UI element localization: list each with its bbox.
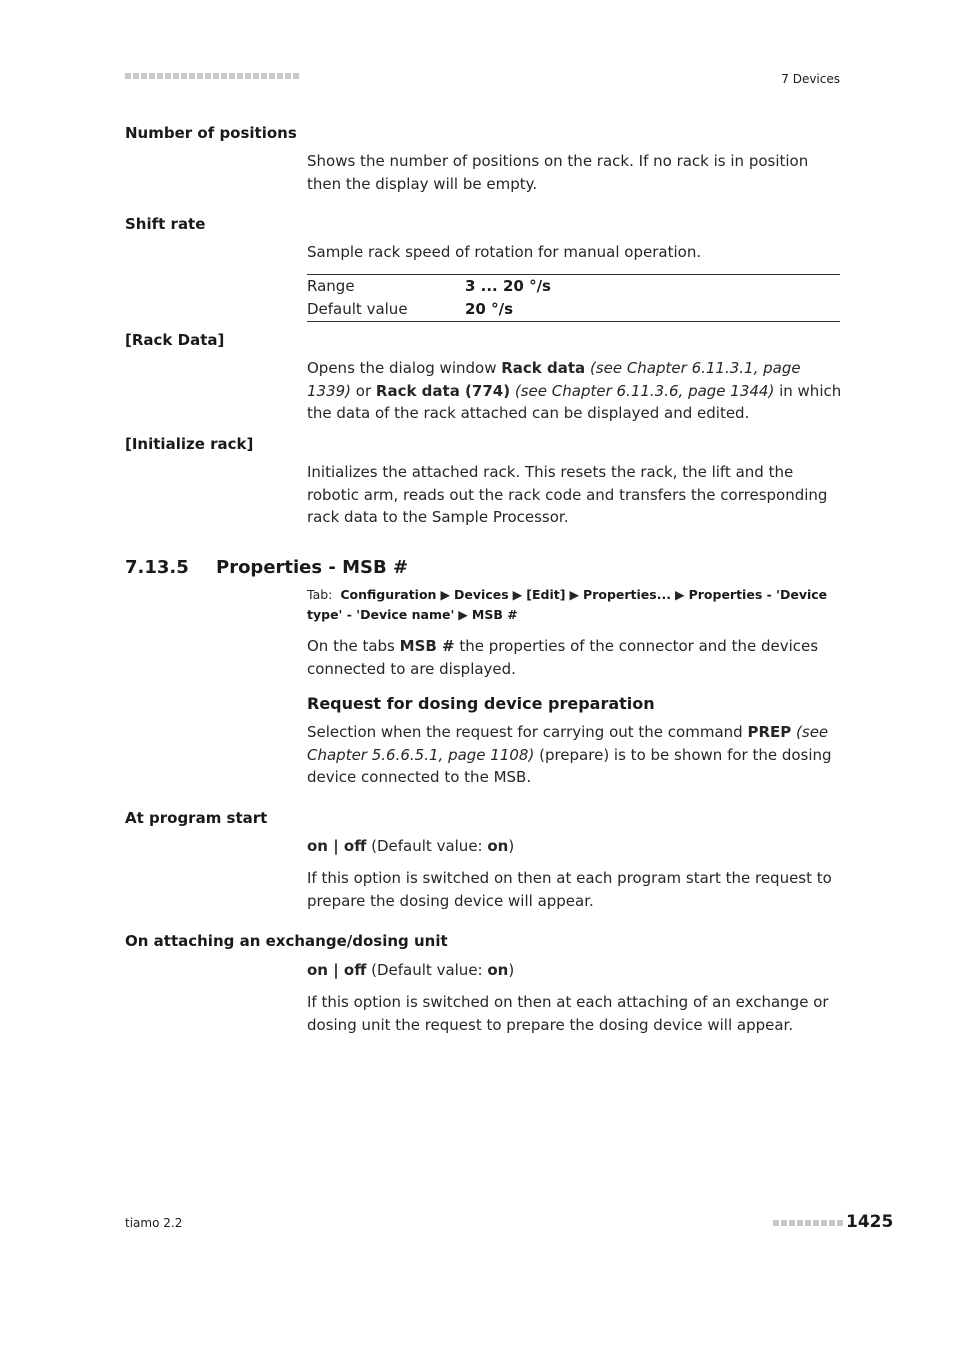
on-off-options: on | off [307,961,367,979]
tab-navigation-path [307,585,847,625]
arrow-right-icon: ▶ [440,587,451,602]
default-value-value: 20 °/s [465,300,514,318]
shift-rate-parameter-table [307,274,840,322]
range-key: Range [307,277,355,295]
default-value: on [487,961,509,979]
path-properties-device: Properties - 'Device type' - 'Device name' [307,587,828,622]
on-attaching-label: On attaching an exchange/dosing unit [125,932,448,950]
path-configuration: Configuration [340,587,437,602]
on-attaching-options [307,959,843,982]
number-of-positions-description: Shows the number of positions on the rack. If no rack is in position then the display will be empty. [307,152,809,193]
text-run: Selection when the request for carrying out the command [307,723,748,741]
section-number: 7.13.5 [125,557,189,578]
section-intro [307,635,843,680]
path-edit: [Edit] [526,587,566,602]
text-run: (Default value: [366,961,488,979]
default-value: on [487,837,509,855]
rack-data-774-term: Rack data (774) [375,381,511,400]
rack-data-description [307,357,843,425]
text-run: ) [508,837,515,855]
text-run: or [351,381,376,400]
path-devices: Devices [454,587,509,602]
arrow-right-icon: ▶ [512,587,523,602]
on-off-options: on | off [307,837,367,855]
text-run: (Default value: [366,837,488,855]
text-run: On the tabs [307,637,400,655]
range-row [307,275,840,298]
rack-data-774-cross-reference[interactable]: (see Chapter 6.11.3.6, page 1344) [514,381,775,400]
text-run: ) [508,961,515,979]
at-program-start-label: At program start [125,809,268,827]
arrow-right-icon: ▶ [458,607,468,622]
initialize-rack-button-label: [Initialize rack] [125,435,254,453]
path-msb: MSB # [471,607,518,622]
arrow-right-icon: ▶ [569,587,580,602]
prep-cross-reference[interactable]: (see Chapter 5.6.6.5.1, page 1108) [307,723,829,764]
range-value: 3 ... 20 °/s [465,277,551,295]
request-dosing-heading: Request for dosing device preparation [307,694,655,713]
msb-tab-term: MSB # [399,637,455,655]
text-run: the properties of the connector and the devices connected to are displayed. [307,637,819,678]
path-properties: Properties... [583,587,671,602]
at-program-start-description: If this option is switched on then at each program start the request to prepare the dosing device will appear. [307,869,832,910]
default-value-key: Default value [307,300,408,318]
footer-decoration-dots [773,1220,845,1239]
number-of-positions-label: Number of positions [125,124,297,142]
at-program-start-options [307,835,843,858]
rack-data-button-label: [Rack Data] [125,331,225,349]
text-run: Opens the dialog window [307,359,502,377]
header-decoration-dots [125,73,307,82]
footer-product-name: tiamo 2.2 [125,1216,183,1230]
text-run: (prepare) is to be shown for the dosing device connected to the MSB. [307,745,832,786]
arrow-right-icon: ▶ [674,587,685,602]
page-number: 1425 [846,1212,894,1232]
prep-command-term: PREP [747,723,792,741]
rack-data-term: Rack data [501,359,586,377]
request-dosing-description [307,721,843,789]
initialize-rack-description: Initializes the attached rack. This resets the rack, the lift and the robotic arm, reads out the rack code and transfers the corresponding rack data to the Sample Processor. [307,463,828,526]
tab-prefix: Tab: [307,587,333,602]
header-chapter-title: 7 Devices [781,72,840,86]
default-value-row [307,298,840,321]
rack-data-cross-reference[interactable]: (see Chapter 6.11.3.1, page 1339) [307,359,801,400]
shift-rate-label: Shift rate [125,215,206,233]
section-title: Properties - MSB # [216,557,409,578]
text-run: in which the data of the rack attached can be displayed and edited. [307,381,842,422]
on-attaching-description: If this option is switched on then at each attaching of an exchange or dosing unit the request to prepare the dosing device will appear. [307,993,829,1034]
shift-rate-description: Sample rack speed of rotation for manual operation. [307,243,702,261]
